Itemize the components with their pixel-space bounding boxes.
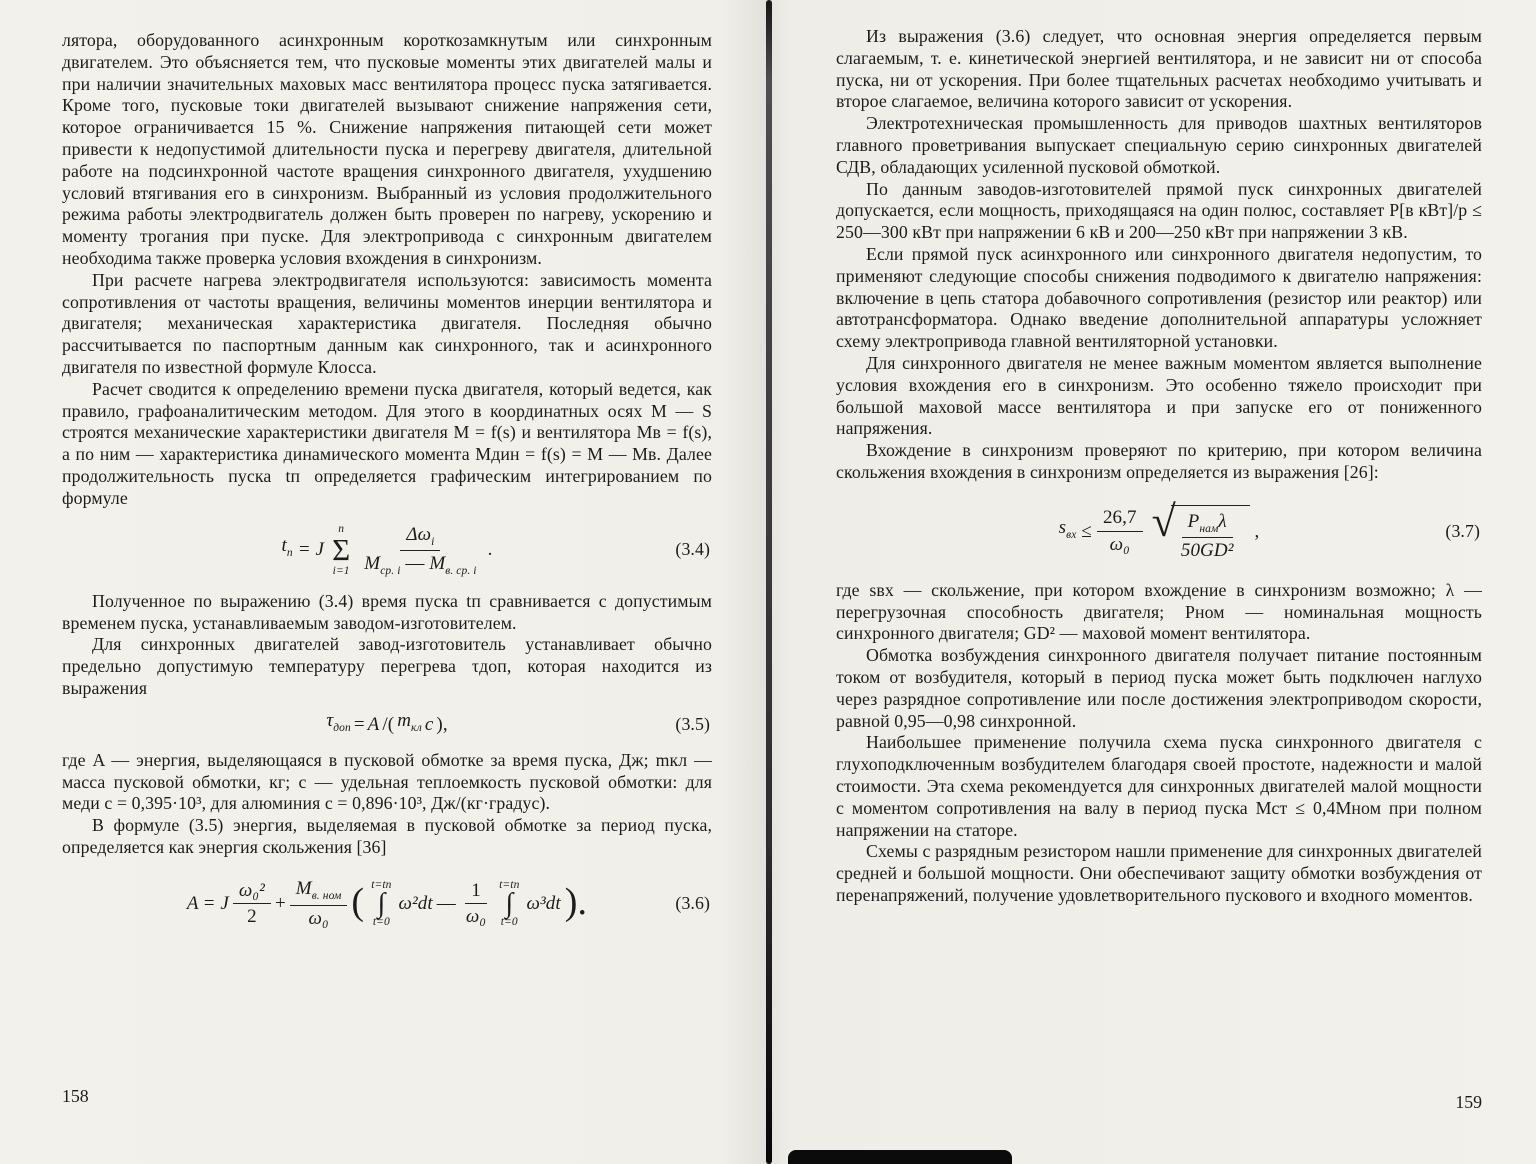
- integral-operator: [499, 879, 519, 929]
- math-token: $s_{вх}$: [1058, 516, 1077, 541]
- page-number-left: 158: [62, 1086, 89, 1106]
- sum-lower-limit: i=1: [332, 564, 350, 577]
- close-paren: ).: [564, 880, 588, 923]
- math-token: .: [487, 539, 493, 561]
- formula-3-6: [187, 877, 587, 930]
- math-subscript: в. ном: [311, 890, 342, 903]
- math-token: $m_{кл}$: [397, 710, 422, 734]
- math-token: +: [274, 892, 286, 914]
- sqrt-radicand: [1171, 505, 1250, 563]
- paragraph: Наибольшее применение получила схема пуска синхронного двигателя с глухоподключенным возбудителем благодаря своей простоте, надежности и малой стоимости. Эта схема рекомендуется для синхронных двигателей малой мощности с моментом сопротивления на валу в период пуска Mст ≤ 0,4Mном при полном напряжении на статоре.: [836, 732, 1482, 840]
- fraction-numerator: 1: [465, 879, 487, 905]
- math-token: ω³dt: [526, 892, 561, 914]
- integral-icon: ∫: [505, 888, 514, 920]
- math-token: ),: [436, 713, 448, 735]
- paragraph: Если прямой пуск асинхронного или синхронного двигателя недопустим, то применяют следующие способы снижения подводимого к двигателю напряжения: включение в цепь статора добавочного сопротивления (резистор или реактор) или автотрансформатора. Однако введение дополнительной аппаратуры усложняет схему электропривода главной вентиляторной установки.: [836, 243, 1482, 352]
- equation-number: (3.4): [675, 539, 710, 560]
- paragraph: Электротехническая промышленность для приводов шахтных вентиляторов главного проветривания выпускает специальную серию синхронных двигателей СДВ, обладающих усиленной пусковой обмоткой.: [836, 113, 1482, 177]
- math-subscript: нам: [1199, 522, 1219, 535]
- page-number-right: 159: [1455, 1092, 1482, 1112]
- paragraph: Расчет сводится к определению времени пуска двигателя, который ведется, как правило, графоаналитическим методом. Для этого в координатных осях M — S строятся механические характеристики двигателя M = f(s) и вентилятора Mв = f(s), а по ним — характеристика динамического момента Mдин = f(s) = M — Mв. Далее продолжительность пуска tп определяется графическим интегрированием по формуле: [62, 378, 712, 508]
- paragraph: Для синхронного двигателя не менее важным моментом является выполнение условия вхождения его в синхронизм. Это особенно тяжело происходит при большой маховой массе вентилятора и при запуске его от пониженного напряжения.: [836, 352, 1482, 439]
- fraction-denominator: $M_{ср. i}$ — $M_{в. ср. i}$: [364, 552, 477, 577]
- math-token: =: [353, 713, 365, 735]
- fraction-numerator: 26,7: [1097, 506, 1143, 532]
- fraction-numerator: $P_{нам}\lambda$: [1182, 510, 1233, 538]
- paragraph: Вхождение в синхронизм проверяют по критерию, при котором величина скольжения вхождения в синхронизм определяется из выражения [26]:: [836, 440, 1482, 482]
- sum-upper-limit: n: [338, 522, 345, 535]
- equation-number: (3.6): [675, 892, 710, 913]
- sqrt-icon: √: [1151, 496, 1176, 546]
- fraction: [358, 523, 482, 578]
- math-subscript: i: [431, 535, 435, 548]
- math-subscript: доп: [333, 721, 351, 734]
- math-token: /(: [382, 713, 395, 735]
- fraction-numerator: ω₀²: [233, 879, 271, 905]
- math-token: ω²dt: [398, 892, 433, 914]
- integral-upper-limit: t=tп: [371, 878, 392, 891]
- sqrt-operator: [1151, 496, 1250, 563]
- equation-number: (3.5): [675, 713, 710, 734]
- integral-upper-limit: t=tп: [499, 878, 520, 891]
- page-gutter-shadow: [766, 0, 772, 1164]
- fraction: [233, 879, 271, 930]
- math-subscript: в. ср. i: [445, 564, 477, 577]
- formula-3-5: [326, 710, 447, 740]
- fraction: [1175, 510, 1240, 563]
- equation-3-6: [62, 872, 712, 936]
- math-token: —: [436, 892, 456, 914]
- integral-icon: ∫: [377, 888, 386, 920]
- paragraph: где sвх — скольжение, при котором вхождение в синхронизм возможно; λ — перегрузочная способность двигателя; Pном — номинальная мощность синхронного двигателя; GD² — маховой момент вентилятора.: [836, 579, 1482, 644]
- binding-mark: [788, 1150, 1012, 1164]
- paragraph: При расчете нагрева электродвигателя используются: зависимость момента сопротивления от частоты вращения, величины моментов инерции вентилятора и двигателя; механическая характеристика двигателя. Последняя обычно рассчитывается по паспортным данным как синхронного, так и асинхронного двигателя по известной формуле Клосса.: [62, 269, 712, 377]
- paragraph: Схемы с разрядным резистором нашли применение для синхронных двигателей средней и большой мощности. Они обеспечивают защиту обмотки возбуждения от перенапряжений, получение удовлетворительного пускового и входного моментов.: [836, 841, 1482, 905]
- integral-lower-limit: t=0: [500, 916, 518, 929]
- paragraph: По данным заводов-изготовителей прямой пуск синхронных двигателей допускается, если мощность, приходящаяся на один полюс, составляет P[в кВт]/p ≤ 250—300 кВт при напряжении 6 кВ и 200—250 кВт при напряжении 3 кВ.: [836, 178, 1482, 243]
- math-token: = J: [202, 892, 229, 914]
- math-token: ≤: [1081, 520, 1092, 542]
- sigma-icon: Σ: [332, 532, 351, 568]
- fraction-denominator: 2: [247, 906, 257, 928]
- fraction-numerator: $M_{в. ном}$: [290, 877, 348, 905]
- fraction-numerator: $\Delta\omega_i$: [400, 523, 440, 551]
- formula-3-4: [282, 523, 493, 578]
- open-paren: (: [351, 880, 365, 923]
- math-subscript: кл: [411, 721, 422, 734]
- fraction: [460, 879, 492, 930]
- fraction-denominator: ω₀: [465, 906, 487, 928]
- equation-3-7: [836, 497, 1482, 567]
- paragraph: Из выражения (3.6) следует, что основная энергия определяется первым слагаемым, т. е. кинетической энергией вентилятора, и не зависит ни от способа пуска, ни от ускорения. При более тщательных расчетах необходимо учитывать и второе слагаемое, величина которого зависит от ускорения.: [836, 26, 1482, 112]
- math-token: c: [424, 713, 434, 735]
- fraction: [290, 877, 348, 930]
- fraction-denominator: ω₀: [1109, 534, 1130, 556]
- paragraph: В формуле (3.5) энергия, выделяемая в пусковой обмотке за период пуска, определяется как энергия скольжения [36]: [62, 815, 712, 858]
- math-token: A: [367, 713, 380, 735]
- math-token: $\tau_{доп}$: [326, 710, 351, 734]
- paragraph: Для синхронных двигателей завод-изготовитель устанавливает обычно предельно допустимую температуру перегрева τдоп, которая находится из выражения: [62, 634, 712, 699]
- math-token: A: [186, 892, 199, 914]
- paragraph: Полученное по выражению (3.4) время пуска tп сравнивается с допустимым временем пуска, устанавливаемым заводом-изготовителем.: [62, 590, 712, 633]
- math-token: $t_п$: [281, 535, 293, 560]
- paragraph: где A — энергия, выделяющаяся в пусковой обмотке за время пуска, Дж; mкл — масса пусковой обмотки, кг; c — удельная теплоемкость пусковой обмотки: для меди c = 0,395·10³, для алюминия c = 0,896·10³, Дж/(кг·градус).: [62, 749, 712, 814]
- formula-3-7: [1058, 496, 1260, 563]
- equation-3-5: [62, 708, 712, 742]
- fraction: [1097, 506, 1143, 557]
- math-token: = J: [297, 539, 325, 561]
- paragraph: лятора, оборудованного асинхронным короткозамкнутым или синхронным двигателем. Это объясняется тем, что пусковые моменты этих двигателей малы и при наличии значительных маховых масс вентилятора процесс пуска затягивается. Кроме того, пусковые токи двигателей вызывают снижение напряжения сети, которое ограничивается 15 %. Снижение напряжения питающей сети может привести к недопустимой длительности пуска и перегреву двигателя, длительной работе на подсинхронной частоте вращения синхронного двигателя, ухудшению условий втягивания его в синхронизм. Выбранный из условия продолжительного режима работы электродвигатель должен быть проверен по нагреву, ускорению и моменту трогания при пуске. Для электропривода с синхронным двигателем необходима также проверка условия вхождения в синхронизм.: [62, 30, 712, 268]
- right-page: [770, 0, 1536, 1164]
- math-token: ,: [1254, 520, 1260, 542]
- math-subscript: п: [286, 547, 293, 560]
- paragraph: Обмотка возбуждения синхронного двигателя получает питание постоянным током от возбудителя, который в период пуска может быть подключен наглухо через разрядное сопротивление или после достижения электроприводом скорости, равной 0,95—0,98 синхронной.: [836, 645, 1482, 731]
- equation-number: (3.7): [1445, 520, 1480, 541]
- sum-operator: [332, 523, 350, 578]
- integral-lower-limit: t=0: [372, 916, 390, 929]
- fraction-denominator: 50GD²: [1180, 539, 1234, 561]
- math-subscript: вх: [1066, 528, 1077, 541]
- math-subscript: ср. i: [380, 564, 401, 577]
- fraction-denominator: ω₀: [308, 907, 329, 929]
- equation-3-4: [62, 523, 712, 578]
- integral-operator: [371, 879, 391, 929]
